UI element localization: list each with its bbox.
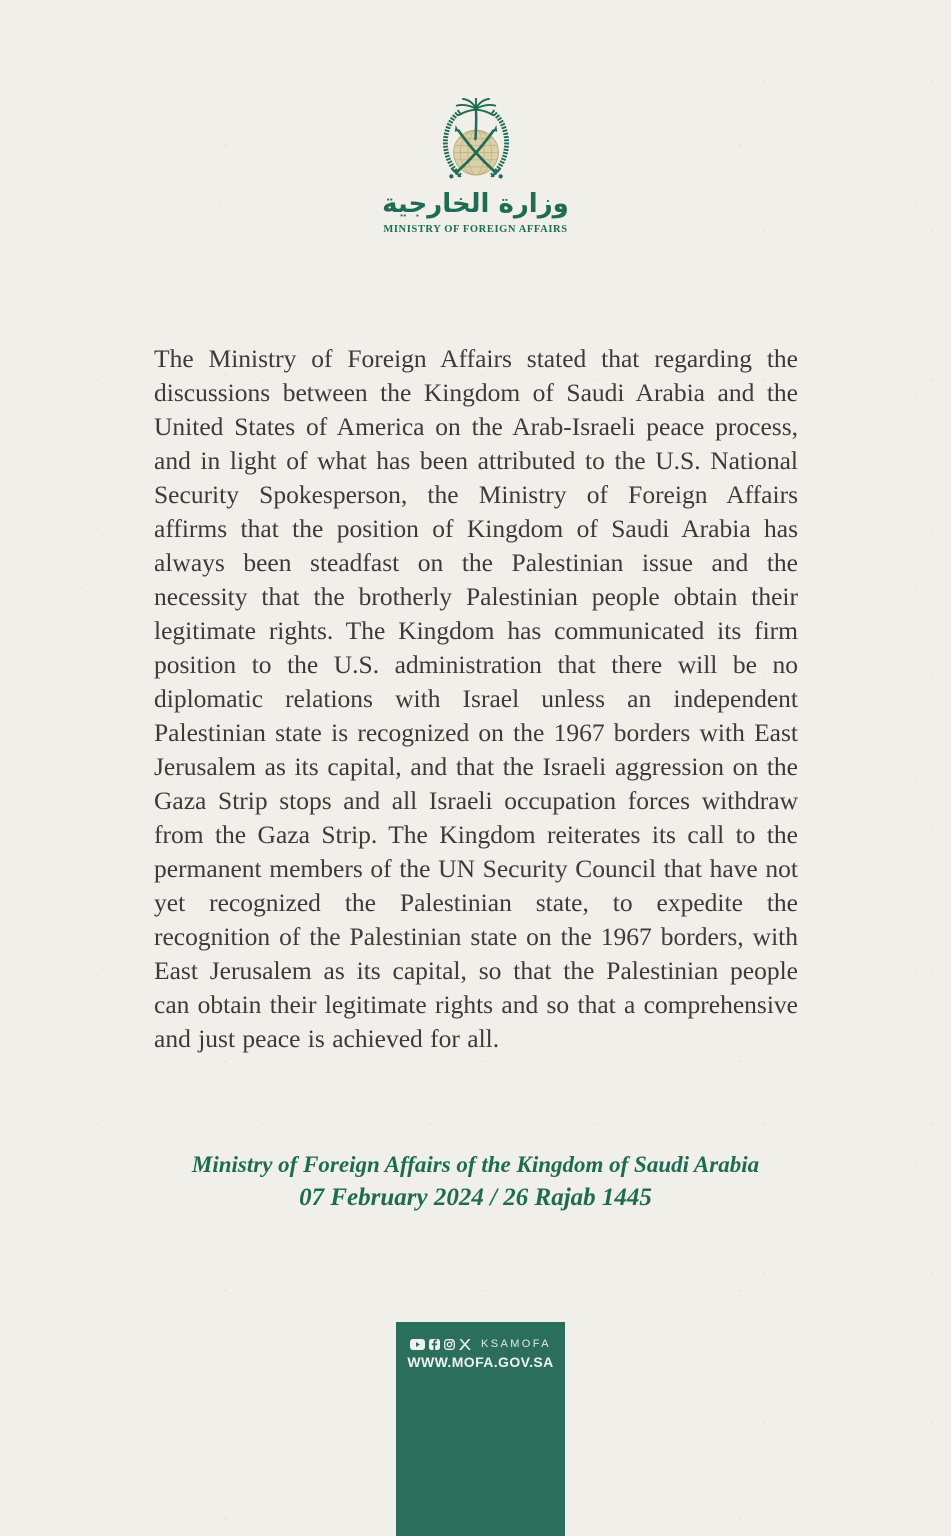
signature-block xyxy=(0,1152,951,1212)
youtube-icon xyxy=(410,1339,425,1350)
facebook-icon xyxy=(429,1339,440,1350)
ministry-english-title: MINISTRY OF FOREIGN AFFAIRS xyxy=(383,223,568,235)
mofa-logo xyxy=(0,98,951,235)
signature-organization: Ministry of Foreign Affairs of the Kingdom of Saudi Arabia xyxy=(191,1152,760,1177)
statement-body: The Ministry of Foreign Affairs stated that regarding the discussions between the Kingdom of Saudi Arabia and the United States of America on the Arab-Israeli peace process, and in light of what has been attributed to the U.S. National Security Spokesperson, the Ministry of Foreign Affairs affirms that the position of Kingdom of Saudi Arabia has always been steadfast on the Palestinian issue and the necessity that the brotherly Palestinian people obtain their legitimate rights. The Kingdom has communicated its firm position to the U.S. administration that there will be no diplomatic relations with Israel unless an independent Palestinian state is recognized on the 1967 borders with East Jerusalem as its capital, and that the Israeli aggression on the Gaza Strip stops and all Israeli occupation forces withdraw from the Gaza Strip. The Kingdom reiterates its call to the permanent members of the UN Security Council that have not yet recognized the Palestinian state, to expedite the recognition of the Palestinian state on the 1967 borders, with East Jerusalem as its capital, so that the Palestinian people can obtain their legitimate rights and so that a comprehensive and just peace is achieved for all. xyxy=(154,344,798,1053)
signature-date: 07 February 2024 / 26 Rajab 1445 xyxy=(299,1184,652,1211)
ministry-arabic-title: وزارة الخارجية xyxy=(382,189,569,219)
instagram-icon xyxy=(444,1339,455,1350)
palm-and-crossed-swords-emblem-icon xyxy=(431,98,521,184)
social-row xyxy=(410,1338,551,1350)
footer-box xyxy=(396,1322,565,1536)
x-icon xyxy=(459,1339,471,1350)
website-url: WWW.MOFA.GOV.SA xyxy=(407,1354,554,1370)
social-handle: KSAMOFA xyxy=(481,1338,551,1350)
